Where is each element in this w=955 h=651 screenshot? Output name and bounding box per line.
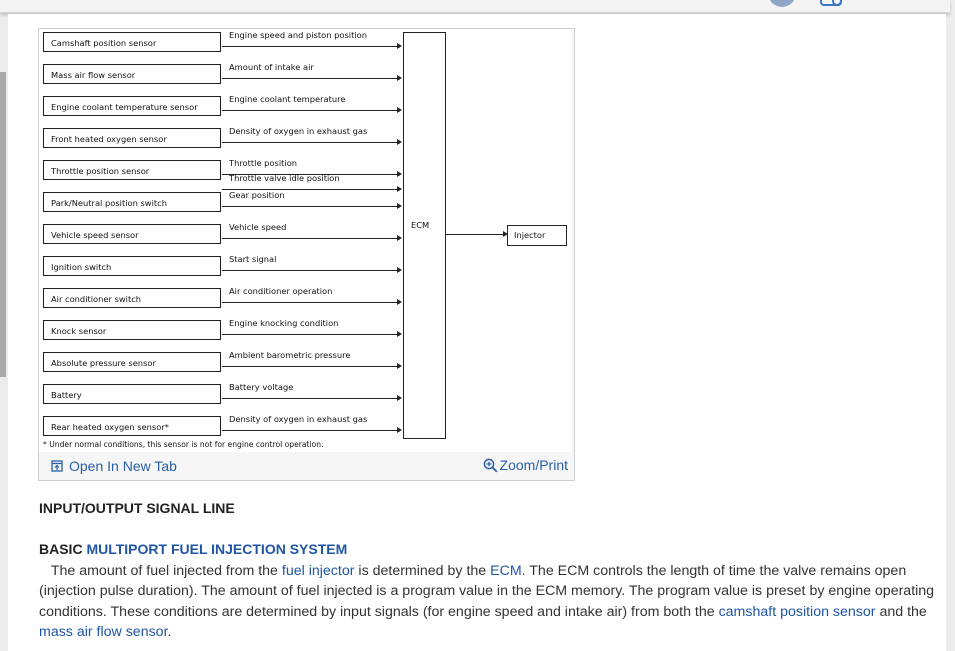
figure-caption: INPUT/OUTPUT SIGNAL LINE — [39, 500, 235, 516]
signal-label: Amount of intake air — [229, 62, 314, 72]
figure — [38, 28, 575, 481]
signal-label: Engine coolant temperature — [229, 94, 346, 104]
description-paragraph — [39, 561, 939, 642]
signal-arrow — [222, 430, 400, 431]
sensor-box: Park/Neutral position switch — [43, 192, 221, 212]
signal-arrow — [222, 206, 400, 207]
ecm-label: ECM — [411, 220, 430, 230]
signal-arrow — [222, 46, 400, 47]
open-in-new-tab-button[interactable] — [51, 456, 177, 476]
diagram-footnote: * Under normal conditions, this sensor is not for engine control operation. — [43, 440, 324, 449]
signal-label: Start signal — [229, 254, 277, 264]
signal-label: Engine knocking condition — [229, 318, 339, 328]
sensor-box: Front heated oxygen sensor — [43, 128, 221, 148]
para-text-5: . — [167, 623, 172, 640]
sensor-box: Mass air flow sensor — [43, 64, 221, 84]
sensor-box: Knock sensor — [43, 320, 221, 340]
sensor-box: Air conditioner switch — [43, 288, 221, 308]
mass-air-flow-sensor-link[interactable]: mass air flow sensor — [39, 623, 168, 640]
sensor-box: Ignition switch — [43, 256, 221, 276]
zoom-in-icon — [483, 458, 498, 473]
ecm-box — [403, 32, 446, 439]
sensor-box: Camshaft position sensor — [43, 32, 221, 52]
signal-label: Air conditioner operation — [229, 286, 333, 296]
output-arrow — [446, 234, 506, 235]
para-text-1: The amount of fuel injected from the — [50, 563, 282, 579]
open-in-new-tab-icon — [51, 460, 63, 472]
signal-arrow — [222, 302, 400, 303]
signal-label: Density of oxygen in exhaust gas — [229, 126, 368, 136]
section-title — [39, 541, 347, 557]
signal-arrow — [222, 334, 400, 335]
sensor-box: Absolute pressure sensor — [43, 352, 221, 372]
sensor-box: Battery — [43, 384, 221, 404]
fuel-injector-link[interactable]: fuel injector — [281, 563, 355, 579]
sensor-box: Rear heated oxygen sensor* — [43, 416, 221, 436]
injector-box: Injector — [507, 225, 567, 246]
sensor-box: Engine coolant temperature sensor — [43, 96, 221, 116]
signal-arrow — [222, 110, 400, 111]
signal-arrow — [222, 238, 400, 239]
para-text-3: . The ECM controls the length of time the valve remains open (injection pulse duration). The amount of fuel injected is a program value in the ECM memory. The program value is preset by engine operating conditions. These conditions are determined by input signals (for engine speed and intake air) from both the — [39, 563, 935, 620]
section-title-prefix: BASIC — [39, 541, 87, 557]
open-in-new-tab-label: Open In New Tab — [69, 458, 177, 474]
signal-label: Gear position — [229, 190, 285, 200]
signal-arrow — [222, 78, 400, 79]
ecm-link[interactable]: ECM — [490, 563, 522, 579]
signal-label: Density of oxygen in exhaust gas — [229, 414, 368, 424]
signal-label: Ambient barometric pressure — [229, 350, 351, 360]
camshaft-position-sensor-link[interactable]: camshaft position sensor — [718, 603, 876, 620]
para-text-4: and the — [875, 603, 927, 620]
signal-arrow — [222, 366, 400, 367]
sensor-box: Vehicle speed sensor — [43, 224, 221, 244]
top-toolbar — [0, 0, 950, 13]
section-title-link[interactable]: MULTIPORT FUEL INJECTION SYSTEM — [86, 541, 348, 557]
signal-label: Battery voltage — [229, 382, 294, 392]
signal-arrow — [222, 270, 400, 271]
scrollbar[interactable] — [0, 72, 6, 377]
para-text-2: is determined by the — [354, 563, 491, 579]
signal-diagram — [39, 29, 572, 452]
signal-label: Throttle valve idle position — [229, 173, 340, 183]
signal-arrow — [222, 142, 400, 143]
signal-label: Vehicle speed — [229, 222, 287, 232]
signal-label: Engine speed and piston position — [229, 30, 368, 40]
sensor-box: Throttle position sensor — [43, 160, 221, 180]
signal-label: Throttle position — [229, 158, 298, 168]
avatar[interactable] — [768, 0, 796, 7]
signal-arrow — [222, 398, 400, 399]
zoom-print-label: Zoom/Print — [499, 457, 568, 473]
zoom-print-button[interactable] — [483, 455, 568, 475]
